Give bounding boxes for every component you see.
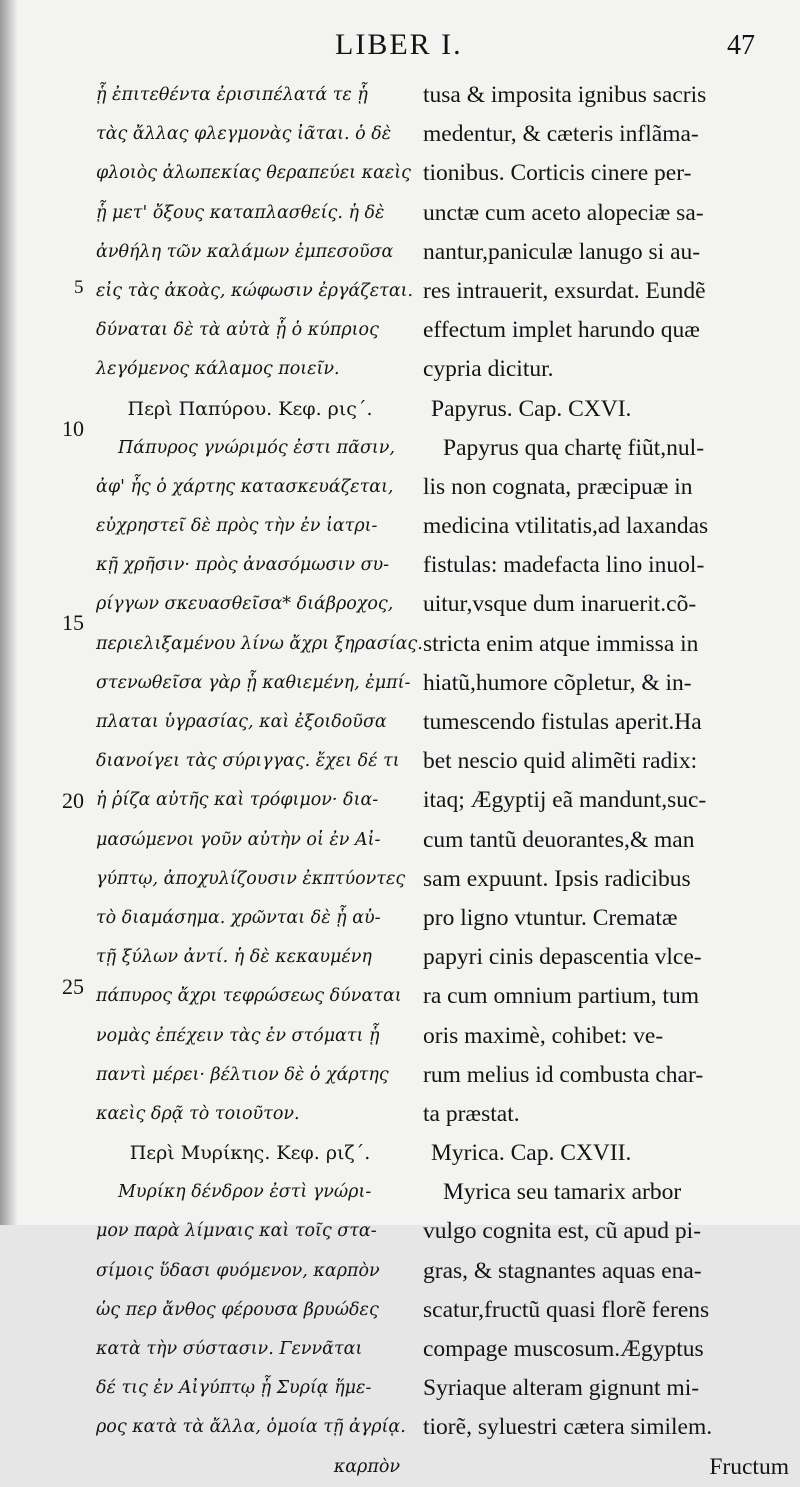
greek-line: ὡς περ ἄνθος φέρουσα βρυώδες bbox=[96, 1299, 379, 1320]
latin-line: stricta enim atque immissa in bbox=[423, 630, 699, 657]
latin-line: effectum implet harundo quæ bbox=[423, 317, 700, 344]
latin-line: ta præstat. bbox=[423, 1100, 520, 1127]
latin-line: sam expuunt. Ipsis radicibus bbox=[423, 865, 691, 892]
greek-line: νομὰς ἐπέχειν τὰς ἐν στόματι ᾗ bbox=[96, 1025, 380, 1046]
greek-line: εἰς τὰς ἀκοὰς, κώφωσιν ἐργάζεται. bbox=[96, 280, 414, 301]
latin-line: res intrauerit, exsurdat. Eundẽ bbox=[423, 277, 706, 304]
greek-chapter-heading-myrica: Περὶ Μυρίκης. Κεφ. ριζ΄. bbox=[129, 1142, 371, 1165]
greek-line: κῇ χρῆσιν· πρὸς ἀνασόμωσιν συ- bbox=[96, 555, 390, 576]
margin-line-number-5: 5 bbox=[74, 277, 84, 298]
greek-line: μον παρὰ λίμναις καὶ τοῖς στα- bbox=[96, 1221, 377, 1242]
greek-line: κατὰ τὴν σύστασιν. Γεννᾶται bbox=[96, 1339, 363, 1359]
latin-line: medicina vtilitatis,ad laxandas bbox=[423, 513, 709, 540]
latin-line: ra cum omnium partium, tum bbox=[423, 983, 700, 1010]
greek-line: φλοιὸς ἀλωπεκίας θεραπεύει καεὶς bbox=[96, 163, 411, 184]
greek-line: ἀφ' ἧς ὁ χάρτης κατασκευάζεται, bbox=[96, 476, 394, 497]
greek-line: ᾗ ἐπιτεθέντα ἐρισιπέλατά τε ᾗ bbox=[96, 85, 368, 105]
latin-line: uitur,vsque dum inaruerit.cõ- bbox=[423, 591, 697, 618]
greek-line: ᾗ μετ' ὄξους καταπλασθείς. ἡ δὲ bbox=[96, 202, 385, 223]
greek-line: πλαται ὑγρασίας, καὶ ἐξοιδοῦσα bbox=[96, 712, 387, 732]
greek-line: ρίγγων σκευασθεῖσα* διάβροχος, bbox=[96, 594, 394, 615]
latin-chapter-heading-myrica: Myrica. Cap. CXVII. bbox=[431, 1140, 632, 1167]
page-gutter-shadow bbox=[0, 0, 18, 1225]
greek-text-column bbox=[96, 76, 423, 1487]
latin-line: pro ligno vtuntur. Crematæ bbox=[423, 904, 678, 931]
latin-line: compage muscosum.Ægyptus bbox=[423, 1336, 704, 1362]
latin-line: oris maximè, cohibet: ve- bbox=[423, 1022, 664, 1049]
latin-line: unctæ cum aceto alopeciæ sa- bbox=[423, 199, 704, 226]
latin-catchword: Fructum bbox=[709, 1453, 789, 1480]
greek-line: τῇ ξύλων ἀντί. ἡ δὲ κεκαυμένη bbox=[96, 947, 372, 968]
latin-line: itaq; Ægyptij eã mandunt,suc- bbox=[423, 787, 707, 814]
running-head: LIBER I. bbox=[335, 28, 463, 61]
greek-line: λεγόμενος κάλαμος ποιεῖν. bbox=[96, 359, 340, 380]
greek-chapter-heading-papyrus: Περὶ Παπύρου. Κεφ. ρις΄. bbox=[127, 397, 373, 420]
greek-line: καεὶς δρᾷ τὸ τοιοῦτον. bbox=[96, 1103, 300, 1124]
latin-line: fistulas: madefacta lino inuol- bbox=[423, 552, 705, 579]
latin-line: medentur, & cæteris inflãma- bbox=[423, 121, 699, 148]
latin-line: vulgo cognita est, cũ apud pi- bbox=[423, 1218, 702, 1245]
latin-line: hiatũ,humore cõpletur, & in- bbox=[423, 669, 692, 696]
latin-line: cum tantũ deuorantes,& man bbox=[423, 826, 695, 853]
greek-line: ρος κατὰ τὰ ἄλλα, ὁμοία τῇ ἀγρίᾳ. bbox=[96, 1417, 406, 1438]
greek-line: μασώμενοι γοῦν αὐτὴν οἱ ἐν Αἰ- bbox=[96, 829, 381, 850]
greek-catchword: καρπὸν bbox=[333, 1456, 400, 1477]
latin-line: bet nescio quid alimẽti radix: bbox=[423, 748, 698, 775]
greek-line: πάπυρος ἄχρι τεφρώσεως δύναται bbox=[96, 986, 402, 1007]
margin-line-number-25: 25 bbox=[62, 974, 84, 999]
latin-chapter-heading-papyrus: Papyrus. Cap. CXVI. bbox=[431, 395, 632, 422]
greek-line: δέ τις ἐν Αἰγύπτῳ ᾗ Συρίᾳ ἥμε- bbox=[96, 1378, 372, 1399]
latin-line: tumescendo fistulas aperit.Ha bbox=[423, 709, 702, 735]
greek-line: γύπτῳ, ἀποχυλίζουσιν ἐκπτύοντες bbox=[96, 868, 406, 889]
latin-line: nantur,paniculæ lanugo si au- bbox=[423, 238, 701, 265]
margin-line-number-20: 20 bbox=[62, 788, 84, 813]
greek-line: περιελιξαμένου λίνω ἄχρι ξηρασίας. bbox=[96, 633, 423, 654]
greek-line: δύναται δὲ τὰ αὐτὰ ᾗ ὁ κύπριος bbox=[96, 320, 379, 341]
latin-line: scatur,fructũ quasi florẽ ferens bbox=[423, 1296, 710, 1323]
latin-line: Papyrus qua chartę fiũt,nul- bbox=[443, 434, 705, 461]
page-number: 47 bbox=[727, 30, 755, 61]
margin-line-number-10: 10 bbox=[62, 416, 84, 441]
latin-line: papyri cinis depascentia vlce- bbox=[423, 944, 702, 971]
greek-line: τὰς ἄλλας φλεγμονὰς ἰᾶται. ὁ δὲ bbox=[96, 124, 392, 145]
latin-text-column bbox=[423, 76, 791, 1487]
latin-line: rum melius id combusta char- bbox=[423, 1061, 704, 1088]
greek-line: εὐχρηστεῖ δὲ πρὸς τὴν ἐν ἰατρι- bbox=[96, 516, 378, 537]
greek-line: σίμοις ὕδασι φυόμενον, καρπὸν bbox=[96, 1260, 380, 1281]
latin-line: tusa & imposita ignibus sacris bbox=[423, 82, 707, 108]
greek-line: ἡ ῥίζα αὐτῆς καὶ τρόφιμον· δια- bbox=[96, 790, 379, 811]
latin-line: tiorẽ, syluestri cætera similem. bbox=[423, 1414, 713, 1441]
greek-line: Μυρίκη δένδρον ἐστὶ γνώρι- bbox=[118, 1182, 372, 1203]
latin-line: Syriaque alteram gignunt mi- bbox=[423, 1375, 700, 1402]
greek-line: ἀνθήλη τῶν καλάμων ἐμπεσοῦσα bbox=[96, 241, 394, 262]
greek-line: Πάπυρος γνώριμός ἐστι πᾶσιν, bbox=[118, 437, 395, 458]
greek-line: διανοίγει τὰς σύριγγας. ἔχει δέ τι bbox=[96, 751, 400, 772]
latin-line: tionibus. Corticis cinere per- bbox=[423, 160, 692, 187]
latin-line: gras, & stagnantes aquas ena- bbox=[423, 1257, 702, 1284]
margin-line-number-15: 15 bbox=[62, 610, 84, 635]
greek-line: παντὶ μέρει· βέλτιον δὲ ὁ χάρτης bbox=[96, 1064, 389, 1085]
latin-line: cypria dicitur. bbox=[423, 356, 554, 383]
greek-line: στενωθεῖσα γὰρ ᾗ καθιεμένη, ἐμπί- bbox=[96, 672, 411, 693]
latin-line: Myrica seu tamarix arbor bbox=[443, 1179, 682, 1206]
greek-line: τὸ διαμάσημα. χρῶνται δὲ ᾗ αὐ- bbox=[96, 907, 381, 928]
latin-line: lis non cognata, præcipuæ in bbox=[423, 473, 693, 500]
